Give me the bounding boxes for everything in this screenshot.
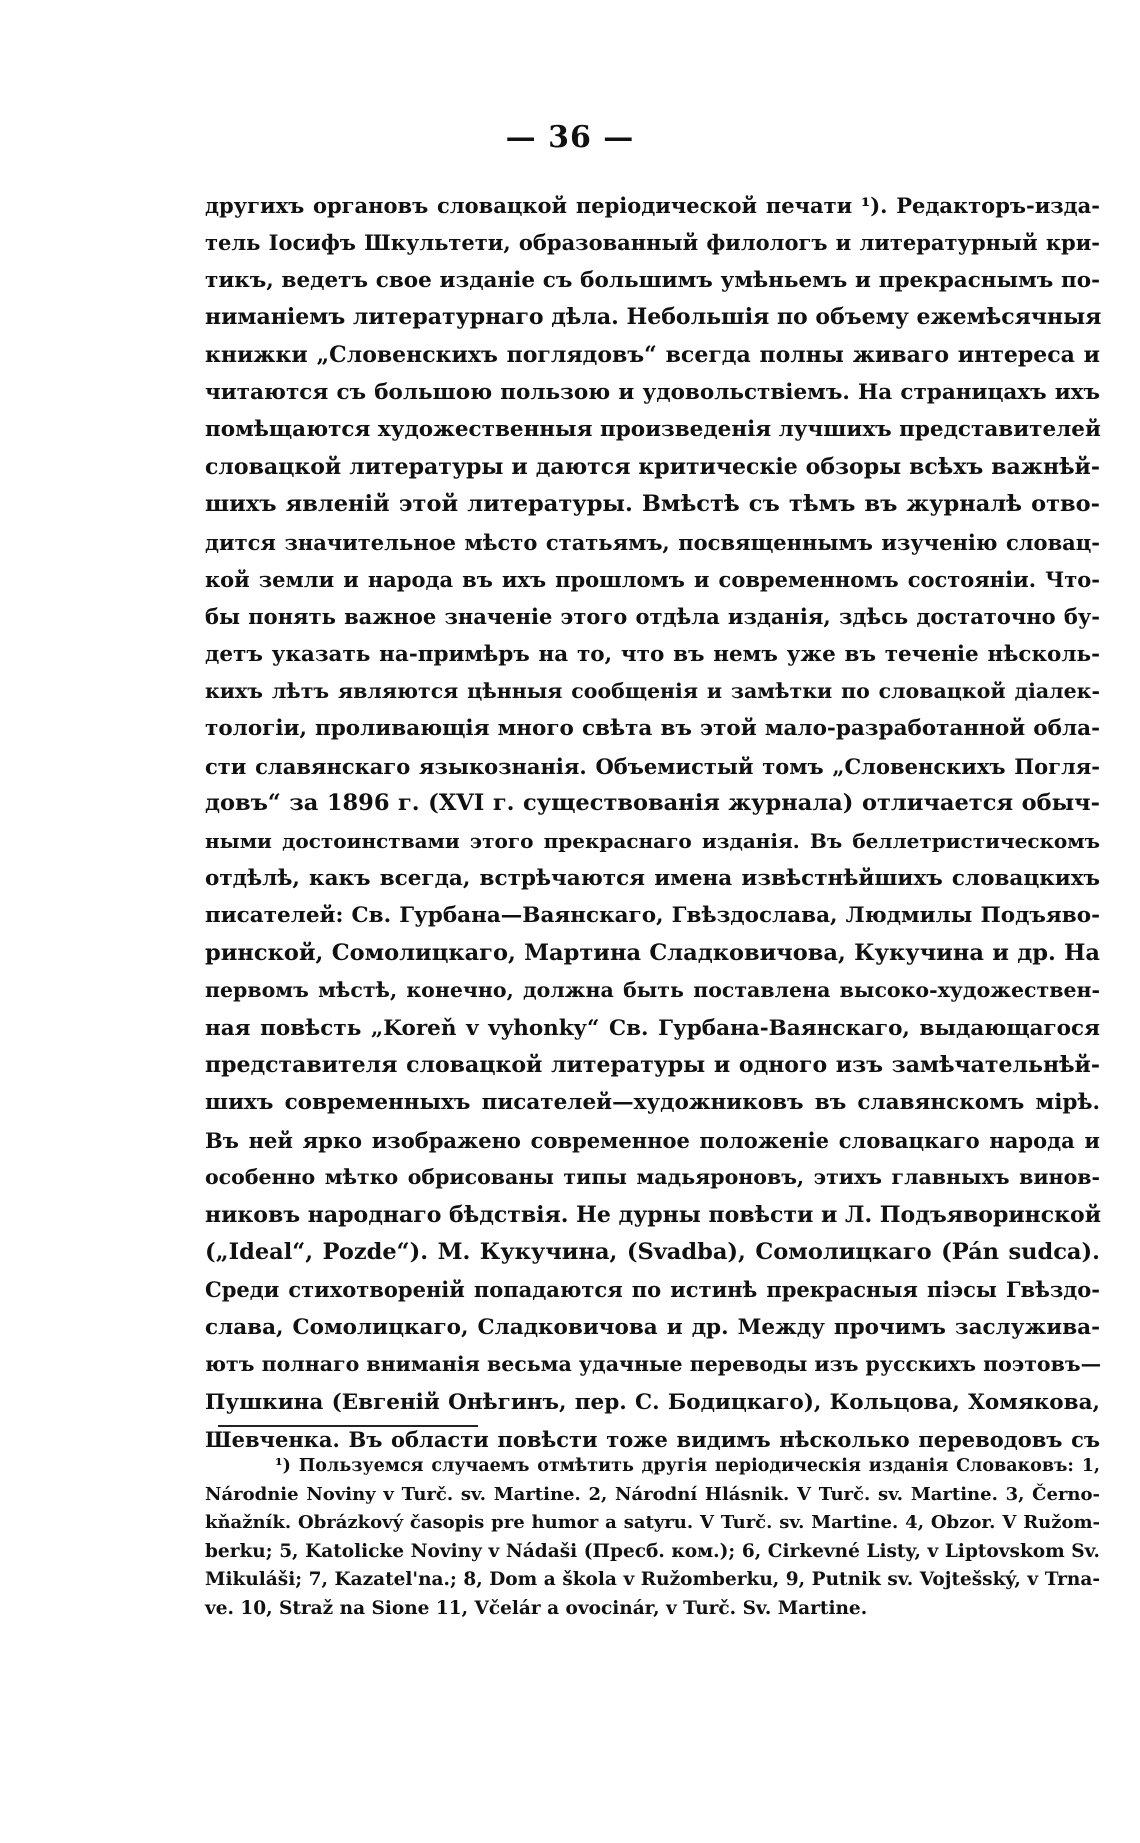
main-text: [205, 187, 1100, 1458]
text-line: довъ“ за 1896 г. (XVI г. существованія журнала) отличается обыч-: [205, 790, 1100, 817]
text-line: особенно мѣтко обрисованы типы мадьяроновъ, этихъ главныхъ винов-: [205, 1165, 1100, 1190]
text-line: другихъ органовъ словацкой періодической печати ¹). Редакторъ-изда-: [205, 193, 1100, 218]
footnotes: [205, 1452, 1100, 1623]
text-line: книжки „Словенскихъ поглядовъ“ всегда полны живаго интереса и: [205, 341, 1100, 368]
text-line: ринской, Сомолицкаго, Мартина Сладковичова, Кукучина и др. На: [205, 939, 1100, 966]
text-line: шихъ явленій этой литературы. Вмѣстѣ съ тѣмъ въ журналѣ отво-: [205, 491, 1100, 518]
text-line: тель Іосифъ Шкультети, образованный филологъ и литературный кри-: [205, 230, 1100, 256]
text-line: бы понять важное значеніе этого отдѣла изданія, здѣсь достаточно бу-: [205, 604, 1100, 630]
footnote-divider: [218, 1425, 478, 1427]
footnote-line: Národnie Noviny v Turč. sv. Martine. 2, Národní Hlásnik. V Turč. sv. Martine. 3, Černo-: [205, 1483, 1100, 1505]
text-line: („Ideal“, Pozde“). М. Кукучина, (Svadba), Сомолицкаго (Pán sudca).: [205, 1238, 1100, 1265]
text-line: Пушкина (Евгеній Онѣгинъ, пер. С. Бодицкаго), Кольцова, Хомякова,: [205, 1389, 1100, 1415]
text-line: отдѣлѣ, какъ всегда, встрѣчаются имена извѣстнѣйшихъ словацкихъ: [205, 866, 1100, 892]
footnote-line: kňažník. Obrázkový časopis pre humor a satyru. V Turč. sv. Martine. 4, Obzor. V Ružom-: [205, 1512, 1100, 1533]
text-line: ная повѣсть „Koreň v vyhonky“ Св. Гурбана-Ваянскаго, выдающагося: [205, 1015, 1100, 1041]
text-line: ютъ полнаго вниманія весьма удачные переводы изъ русскихъ поэтовъ—: [205, 1352, 1102, 1377]
text-line: помѣщаются художественныя произведенія лучшихъ представителей: [205, 417, 1101, 443]
text-line: шихъ современныхъ писателей—художниковъ въ славянскомъ мірѣ.: [205, 1090, 1100, 1116]
text-line: детъ указать на-примѣръ на то, что въ немъ уже въ теченіе нѣсколь-: [205, 641, 1100, 667]
text-line: читаются съ большою пользою и удовольствіемъ. На страницахъ ихъ: [205, 379, 1100, 405]
text-line: Въ ней ярко изображено современное положеніе словацкаго народа и: [205, 1127, 1100, 1153]
footnote-line: ve. 10, Straž na Sione 11, Včelár a ovocinár, v Turč. Sv. Martine.: [205, 1597, 868, 1619]
text-line: кой земли и народа въ ихъ прошломъ и современномъ состояніи. Что-: [205, 566, 1100, 592]
footnote-line: ¹) Пользуемся случаемъ отмѣтить другія періодическія изданія Словаковъ: 1,: [275, 1456, 1100, 1476]
text-line: ными достоинствами этого прекраснаго изданія. Въ беллетристическомъ: [205, 828, 1100, 853]
footnote-line: Mikuláši; 7, Kazatel'na.; 8, Dom a škola v Ružomberku, 9, Putnik sv. Vojtešský, v Trna-: [205, 1569, 1100, 1590]
text-line: писателей: Св. Гурбана—Ваянскаго, Гвѣздослава, Людмилы Подъяво-: [205, 903, 1100, 929]
text-line: слава, Сомолицкаго, Сладковичова и др. Между прочимъ заслужива-: [205, 1314, 1100, 1340]
text-line: ниманіемъ литературнаго дѣла. Небольшія по объему ежемѣсячныя: [205, 304, 1102, 331]
text-line: сти славянскаго языкознанія. Объемистый томъ „Словенскихъ Погля-: [205, 753, 1100, 779]
page-number: — 36 —: [505, 120, 635, 155]
text-line: Шевченка. Въ области повѣсти тоже видимъ нѣсколько переводовъ съ: [205, 1426, 1100, 1452]
text-line: первомъ мѣстѣ, конечно, должна быть поставлена высоко-художествен-: [205, 978, 1100, 1003]
text-line: словацкой литературы и даются критическіе обзоры всѣхъ важнѣй-: [205, 453, 1100, 480]
text-line: кихъ лѣтъ являются цѣнныя сообщенія и замѣтки по словацкой діалек-: [205, 679, 1100, 704]
text-line: Среди стихотвореній попадаются по истинѣ прекрасныя піэсы Гвѣздо-: [205, 1277, 1100, 1303]
text-line: тикъ, ведетъ свое изданіе съ большимъ умѣньемъ и прекраснымъ по-: [205, 267, 1100, 293]
text-line: никовъ народнаго бѣдствія. Не дурны повѣсти и Л. Подъяворинской: [205, 1201, 1102, 1228]
text-line: тологіи, проливающія много свѣта въ этой мало-разработанной обла-: [205, 716, 1100, 742]
text-line: представителя словацкой литературы и одного изъ замѣчательнѣй-: [205, 1051, 1100, 1078]
footnote-line: berku; 5, Katolicke Noviny v Nádaši (Пресб. ком.); 6, Cirkevné Listy, v Liptovskom Sv.: [205, 1540, 1100, 1562]
text-line: дится значительное мѣсто статьямъ, посвященнымъ изученію словац-: [205, 529, 1100, 555]
